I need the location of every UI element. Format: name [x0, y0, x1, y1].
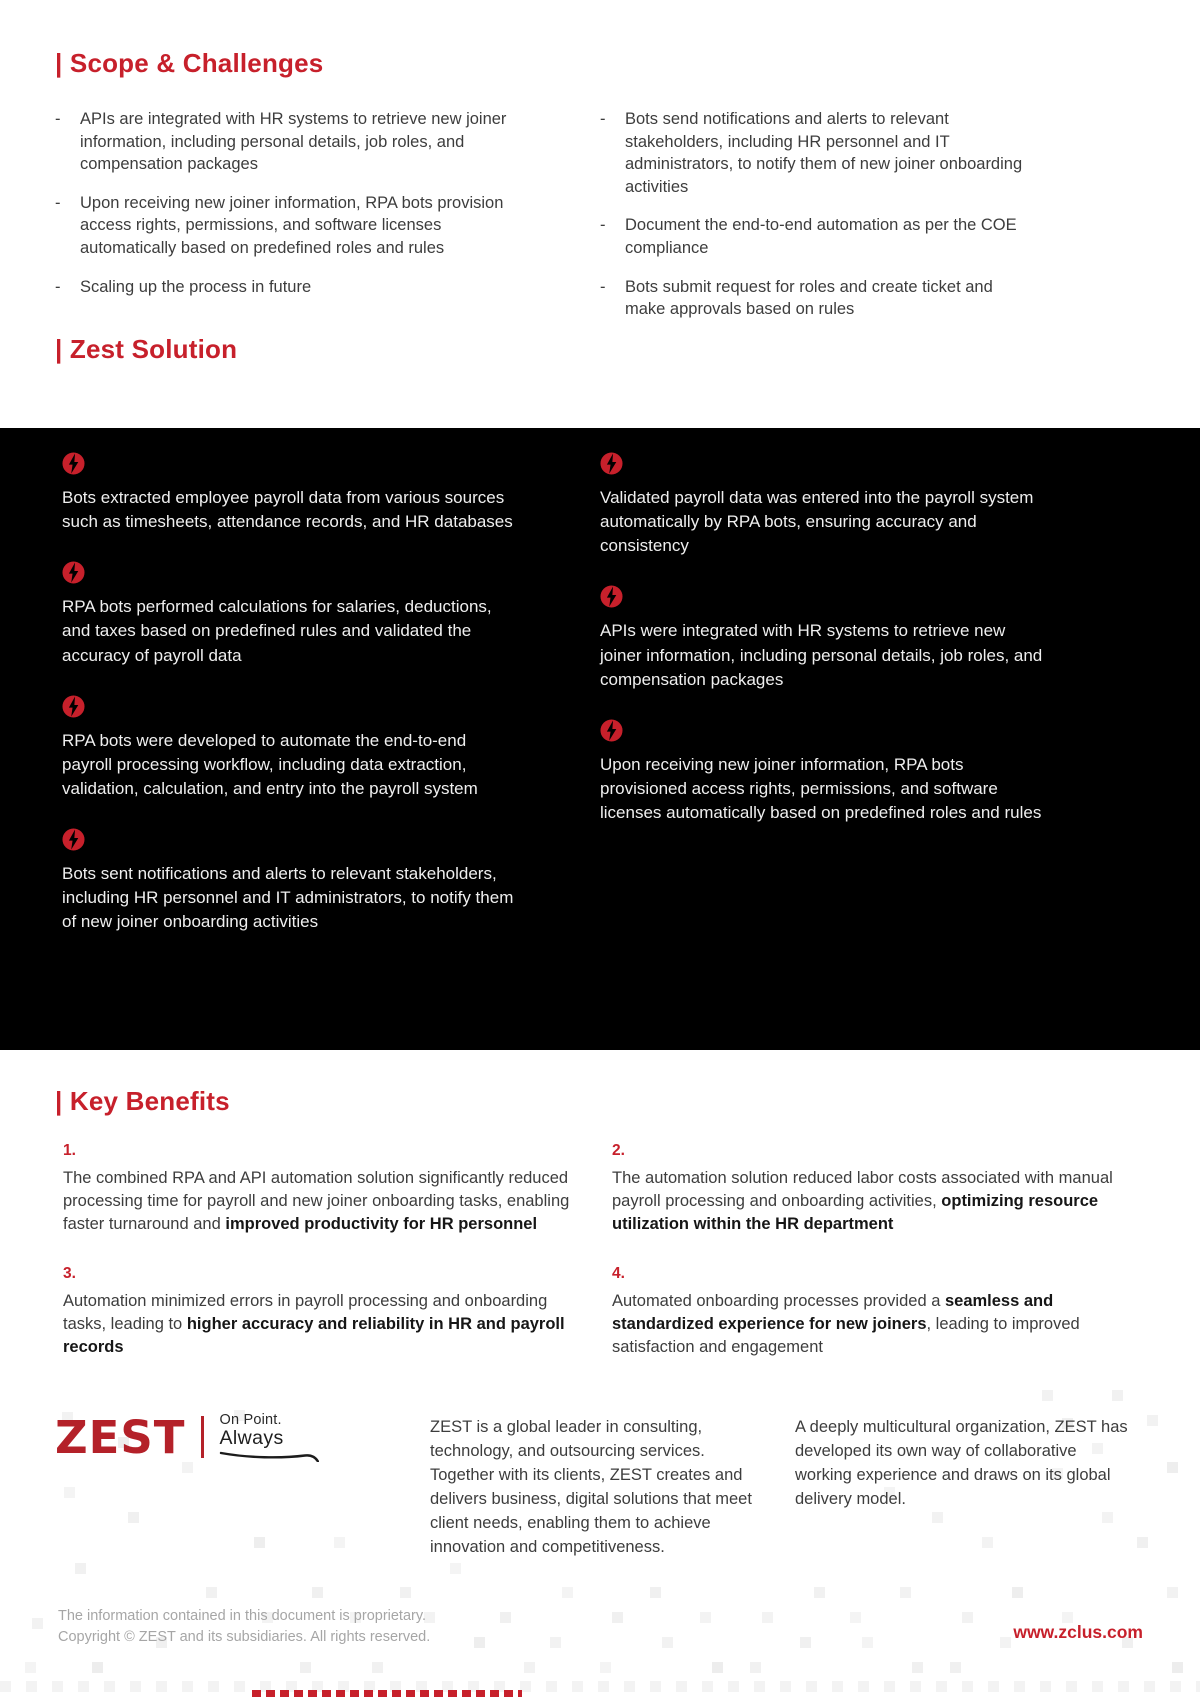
benefit-text: Automation minimized errors in payroll processing and onboarding tasks, leading to higher accuracy and reliability in HR and payroll records: [63, 1292, 565, 1356]
scope-bullet: [55, 108, 527, 176]
scope-challenges-title: | Scope & Challenges: [55, 48, 324, 78]
benefit-item: [612, 1265, 1148, 1358]
benefit-text: Automated onboarding processes provided a seamless and standardized experience for new joiners, leading to improved satisfaction and engagement: [612, 1292, 1080, 1356]
scope-bullet: [600, 214, 1030, 259]
dash-marker: -: [55, 277, 61, 296]
scope-bullet: [55, 192, 527, 260]
zest-logo-wordmark: ZEST: [55, 1410, 186, 1464]
bolt-icon: [62, 828, 514, 851]
website-link[interactable]: www.zclus.com: [1013, 1622, 1143, 1642]
zest-logo: [55, 1412, 319, 1462]
bolt-icon: [600, 585, 1048, 608]
scope-bullet: [600, 276, 1030, 321]
solution-item-text: APIs were integrated with HR systems to retrieve new joiner information, including personal details, job roles, and compensation packages: [600, 621, 1043, 689]
tagline-line1: On Point.: [219, 1412, 282, 1428]
dash-marker: -: [600, 216, 606, 235]
tagline-line2: Always: [219, 1427, 284, 1449]
bolt-icon: [62, 561, 514, 584]
pixel-pattern-red-strip: [252, 1690, 522, 1697]
solution-left-column: [62, 452, 514, 961]
solution-item-text: RPA bots performed calculations for salaries, deductions, and taxes based on predefined rules and validated the accuracy of payroll data: [62, 597, 492, 665]
pixel-pattern-bottom-row: [0, 1681, 1200, 1692]
legal-line1: The information contained in this document is proprietary.: [58, 1608, 427, 1624]
solution-item: [62, 695, 514, 801]
benefit-item: [612, 1142, 1148, 1235]
dash-marker: -: [55, 193, 61, 212]
scope-bullet-text: Bots send notifications and alerts to relevant stakeholders, including HR personnel and IT administrators, to notify them of new joiner onboarding activities: [625, 110, 1023, 196]
bolt-icon: [600, 719, 1048, 742]
benefit-number: 3.: [63, 1265, 76, 1283]
benefit-item: [63, 1142, 573, 1235]
solution-item: [600, 585, 1048, 691]
solution-item: [62, 828, 514, 934]
benefit-item: [63, 1265, 573, 1358]
solution-item-text: Bots extracted employee payroll data from various sources such as timesheets, attendance records, and HR databases: [62, 488, 513, 532]
solution-item-text: Bots sent notifications and alerts to relevant stakeholders, including HR personnel and IT administrators, to notify them of new joiner onboarding activities: [62, 864, 514, 932]
dash-marker: -: [600, 110, 606, 128]
footer-legal: [58, 1606, 558, 1648]
benefit-number: 1.: [63, 1142, 76, 1159]
solution-item-text: RPA bots were developed to automate the end-to-end payroll processing workflow, including data extraction, validation, calculation, and entry into the payroll system: [62, 730, 478, 798]
tagline-underline-swoosh: [219, 1449, 319, 1462]
solution-item: [600, 719, 1048, 825]
solution-item: [62, 561, 514, 667]
scope-bullet-text: APIs are integrated with HR systems to retrieve new joiner information, including personal details, job roles, and compensation packages: [80, 110, 507, 174]
footer-about-culture: A deeply multicultural organization, ZEST has developed its own way of collaborative working experience and draws on its global delivery model.: [795, 1418, 1128, 1508]
key-benefits-title: | Key Benefits: [55, 1086, 230, 1116]
scope-bullet-text: Bots submit request for roles and create ticket and make approvals based on rules: [625, 277, 993, 319]
bolt-icon: [600, 452, 1048, 475]
scope-bullet: [55, 276, 527, 299]
bolt-icon: [62, 452, 514, 475]
logo-tagline: [219, 1412, 319, 1462]
solution-item-text: Validated payroll data was entered into the payroll system automatically by RPA bots, ensuring accuracy and consistency: [600, 488, 1034, 556]
benefit-number: 4.: [612, 1265, 625, 1283]
pixel-pattern-decoration: [0, 0, 11, 11]
dash-marker: -: [55, 110, 61, 128]
solution-item: [600, 452, 1048, 558]
zest-solution-title: | Zest Solution: [55, 334, 238, 364]
scope-right-column: [600, 108, 1030, 337]
logo-divider: [201, 1416, 204, 1458]
bolt-icon: [62, 695, 514, 718]
benefit-number: 2.: [612, 1142, 625, 1159]
benefit-text: The automation solution reduced labor costs associated with manual payroll processing and onboarding activities, optimizing resource utilization within the HR department: [612, 1169, 1113, 1233]
dash-marker: -: [600, 277, 606, 296]
footer-about-zest: ZEST is a global leader in consulting, technology, and outsourcing services. Together with its clients, ZEST creates and delivers business, digital solutions that meet client needs, enabling them to achieve innovation and competitiveness.: [430, 1418, 752, 1556]
scope-bullet-text: Document the end-to-end automation as per the COE compliance: [625, 216, 1017, 257]
benefit-text: The combined RPA and API automation solution significantly reduced processing time for payroll and new joiner onboarding tasks, enabling faster turnaround and improved productivity for HR personnel: [63, 1169, 570, 1233]
benefits-grid: [63, 1142, 1148, 1359]
solution-item-text: Upon receiving new joiner information, RPA bots provisioned access rights, permissions, and software licenses automatically based on predefined roles and rules: [600, 754, 1042, 822]
scope-bullet-text: Upon receiving new joiner information, RPA bots provision access rights, permissions, and software licenses automatically based on predefined roles and rules: [80, 193, 504, 257]
solution-item: [62, 452, 514, 534]
legal-line2: Copyright © ZEST and its subsidiaries. All rights reserved.: [58, 1629, 431, 1646]
scope-bullet: [600, 108, 1030, 198]
solution-right-column: [600, 452, 1048, 852]
scope-left-column: [55, 108, 527, 314]
scope-bullet-text: Scaling up the process in future: [80, 277, 312, 296]
